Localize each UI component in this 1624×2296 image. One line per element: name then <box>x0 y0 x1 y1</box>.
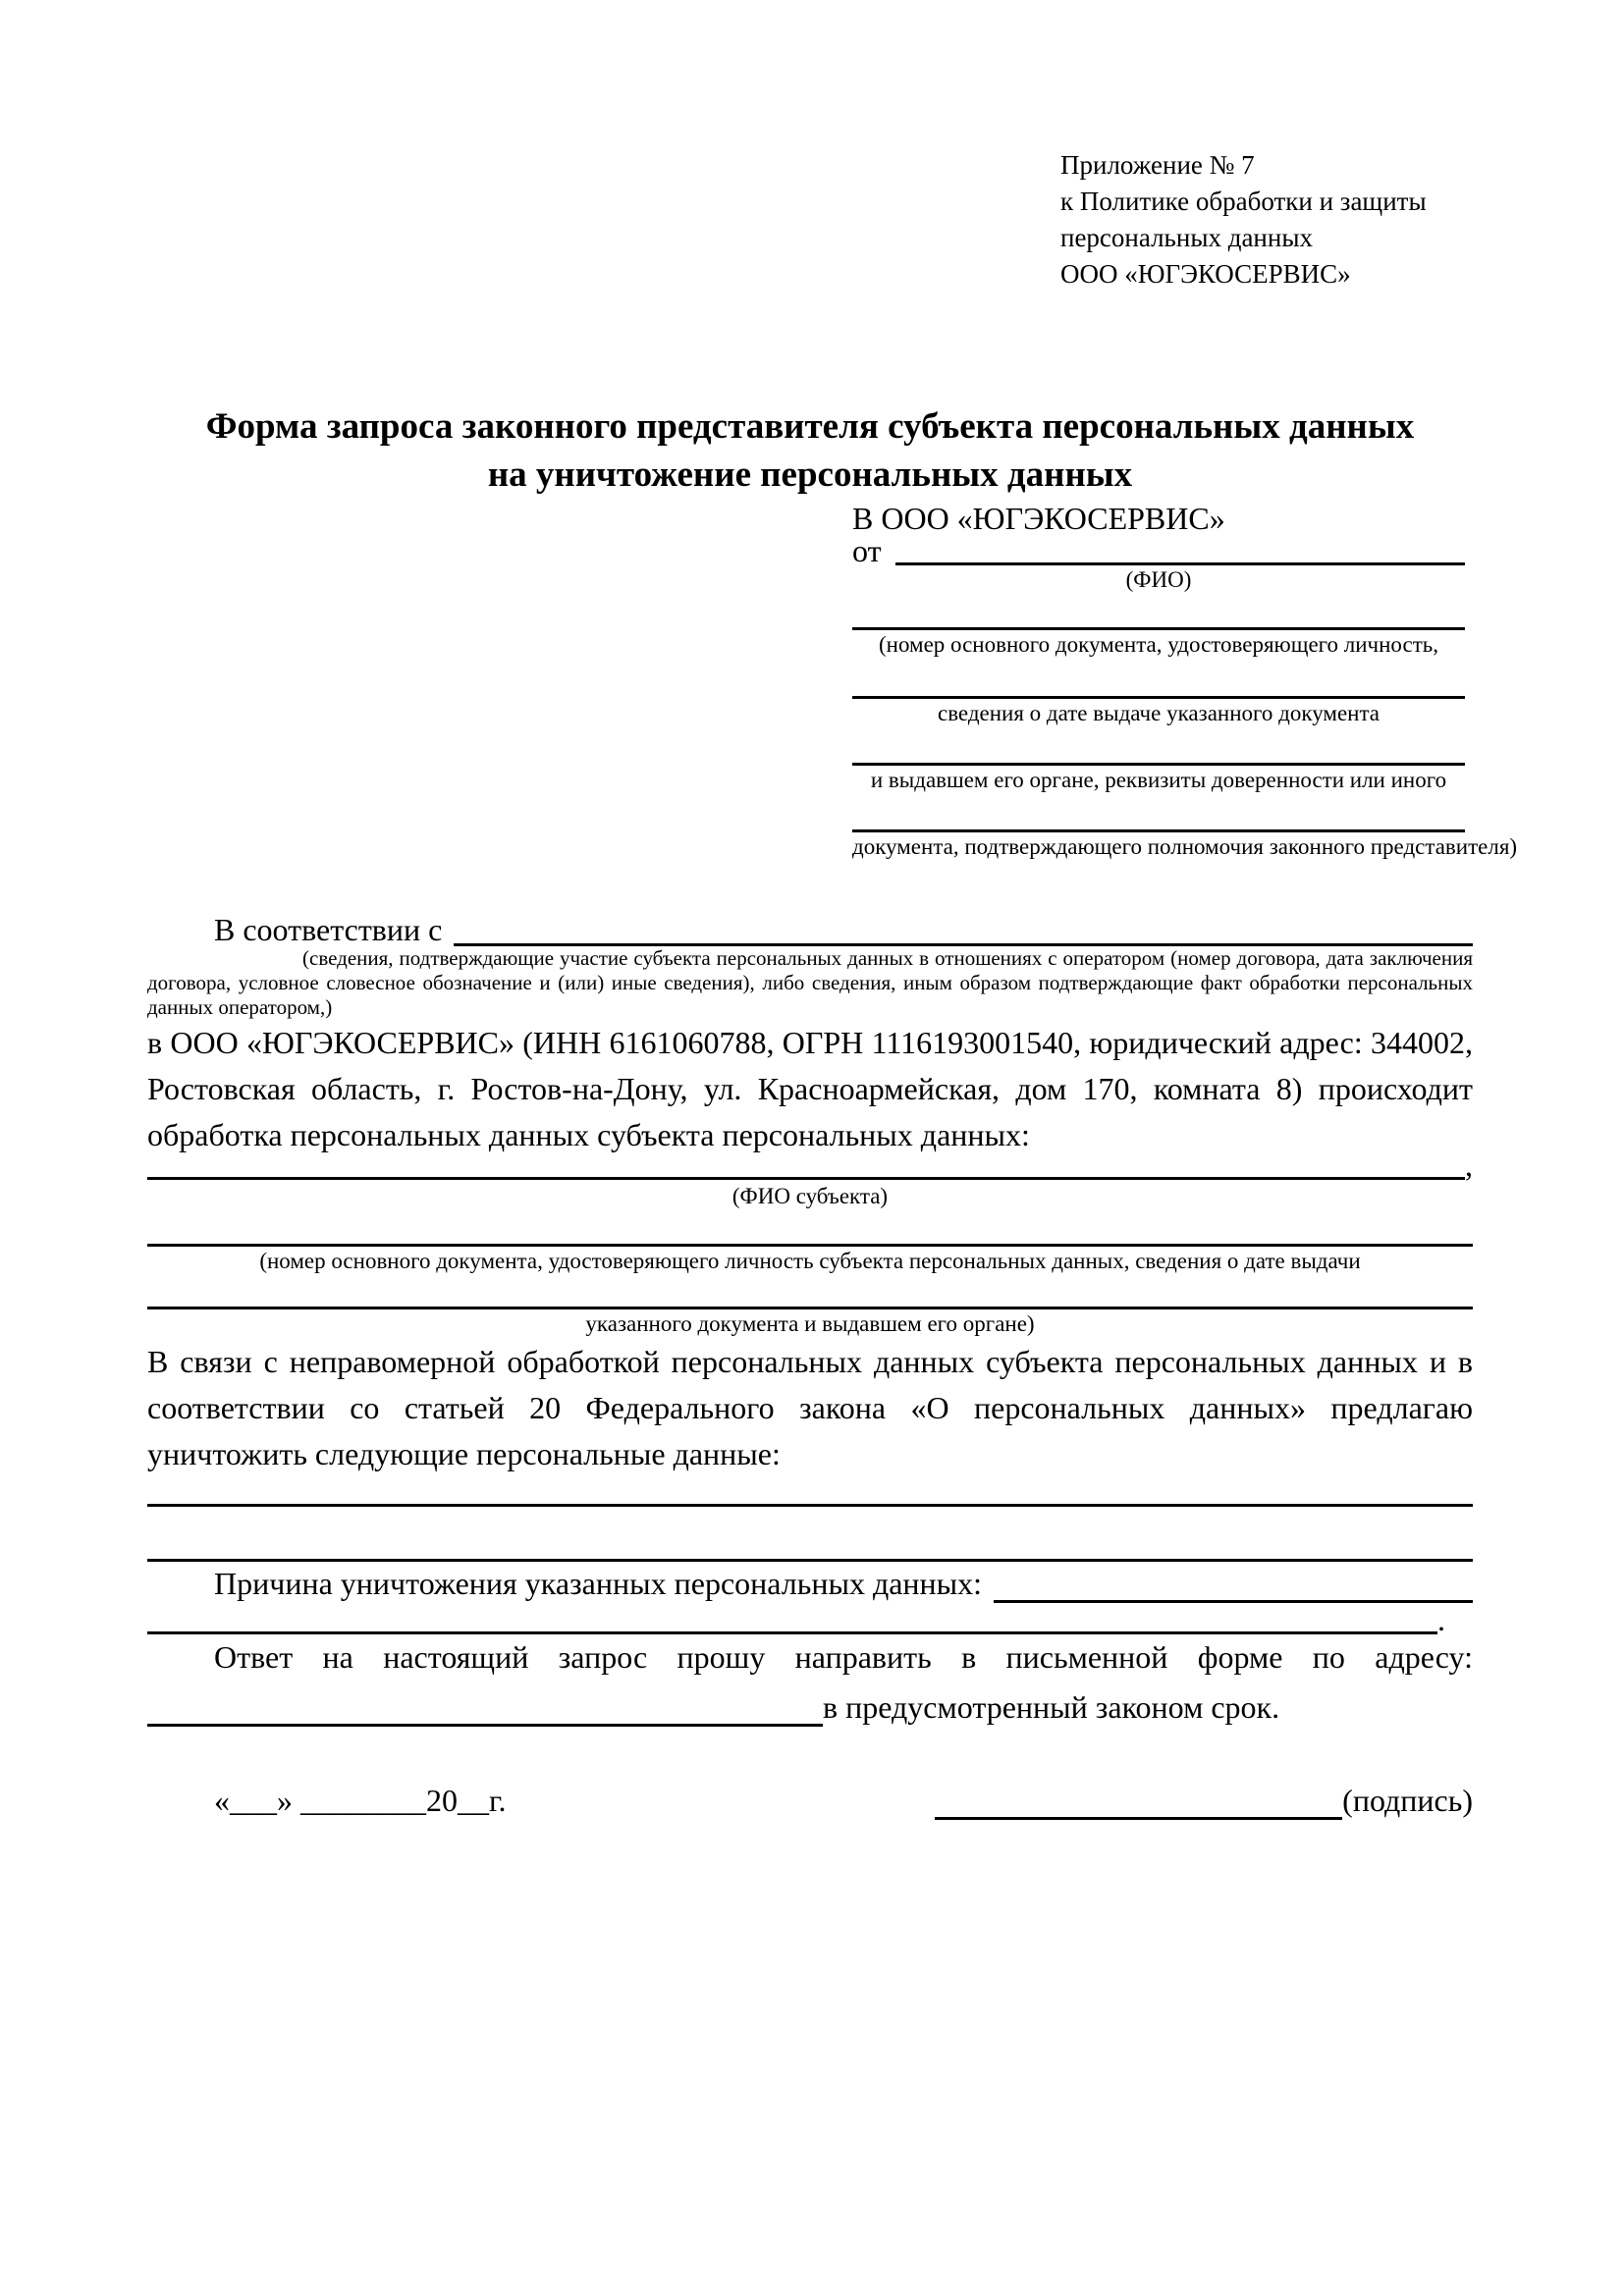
from-label: от <box>852 533 882 568</box>
appendix-block <box>1060 147 1473 293</box>
subject-doc-field-line-2 <box>147 1276 1473 1309</box>
accordance-field-line <box>454 908 1473 946</box>
subject-fio-row <box>147 1148 1473 1183</box>
reason-field-line-1 <box>994 1559 1473 1603</box>
representative-doc-field-line-3 <box>852 728 1465 766</box>
reason-line-row <box>147 1602 1473 1637</box>
form-title <box>147 402 1473 499</box>
title-line-2: на уничтожение персональных данных <box>487 454 1133 495</box>
data-field-line-2 <box>147 1507 1473 1562</box>
subject-doc-field-line-1 <box>147 1213 1473 1247</box>
representative-doc-field-line-2 <box>852 660 1465 699</box>
data-field-line-1 <box>147 1477 1473 1507</box>
doc-caption-4: документа, подтверждающего полномочия законного представителя) <box>852 834 1518 859</box>
signature-field-line <box>935 1778 1342 1820</box>
appendix-line: персональных данных <box>1060 223 1313 252</box>
appendix-line: Приложение № 7 <box>1060 150 1255 180</box>
accordance-row <box>147 911 1473 946</box>
footer-row <box>147 1781 1473 1820</box>
reason-row <box>147 1562 1473 1603</box>
accordance-footnote: (сведения, подтверждающие участие субъекта персональных данных в отношениях с оператором (номер договора, дата заключения договора, условное словесное обозначение и (или) иные сведения), либо сведения, иным образом подтверждающие факт обработки персональных данных оператором,) <box>147 946 1473 1019</box>
representative-doc-field-line-1 <box>852 595 1465 630</box>
answer-paragraph: Ответ на настоящий запрос прошу направить в письменной форме по адресу: <box>214 1639 1473 1675</box>
answer-address-row <box>147 1681 1473 1727</box>
doc-caption-1: (номер основного документа, удостоверяющего личность, <box>878 632 1438 657</box>
subject-fio-comma: , <box>1465 1148 1473 1183</box>
representative-doc-field-line-4 <box>852 795 1465 832</box>
appendix-line: к Политике обработки и защиты <box>1060 187 1427 216</box>
signature-cell <box>935 1781 1473 1820</box>
from-row <box>852 533 1465 568</box>
doc-caption-2: сведения о дате выдаче указанного документа <box>937 701 1380 725</box>
reason-label: Причина уничтожения указанных персональных данных: <box>214 1566 983 1601</box>
title-line-1: Форма запроса законного представителя субъекта персональных данных <box>205 406 1415 447</box>
request-paragraph: В связи с неправомерной обработкой персональных данных субъекта персональных данных и в соответствии со статьей 20 Федерального закона «О персональных данных» предлагаю уничтожить следующие персональные данные: <box>147 1344 1473 1471</box>
representative-fio-field-line <box>895 535 1465 565</box>
fio-caption: (ФИО) <box>1125 567 1192 592</box>
answer-suffix: в предусмотренный законом срок. <box>823 1689 1280 1725</box>
subject-fio-field-line <box>147 1155 1465 1180</box>
doc-caption-3: и выдавшем его органе, реквизиты доверенности или иного <box>870 768 1447 792</box>
subject-doc-caption-1: (номер основного документа, удостоверяющего личность субъекта персональных данных, сведения о дате выдачи <box>259 1249 1361 1273</box>
appendix-line: ООО «ЮГЭКОСЕРВИС» <box>1060 259 1351 289</box>
signature-caption: (подпись) <box>1342 1783 1473 1818</box>
accordance-label: В соответствии с <box>214 912 443 947</box>
addressee-to: В ООО «ЮГЭКОСЕРВИС» <box>852 501 1225 536</box>
subject-doc-caption-2: указанного документа и выдавшем его органе) <box>585 1311 1035 1336</box>
subject-fio-caption: (ФИО субъекта) <box>731 1184 889 1208</box>
reason-period: . <box>1437 1602 1445 1637</box>
address-field-line <box>147 1678 823 1727</box>
addressee-block <box>852 499 1518 862</box>
date-line: «___» ________20__г. <box>214 1783 507 1818</box>
operator-paragraph: в ООО «ЮГЭКОСЕРВИС» (ИНН 6161060788, ОГРН 1116193001540, юридический адрес: 344002, Ростовская область, г. Ростов-на-Дону, ул. Красноармейская, дом 170, комната 8) происходит обработка персональных данных субъекта персональных данных: <box>147 1025 1473 1152</box>
reason-field-line-2 <box>147 1600 1437 1634</box>
